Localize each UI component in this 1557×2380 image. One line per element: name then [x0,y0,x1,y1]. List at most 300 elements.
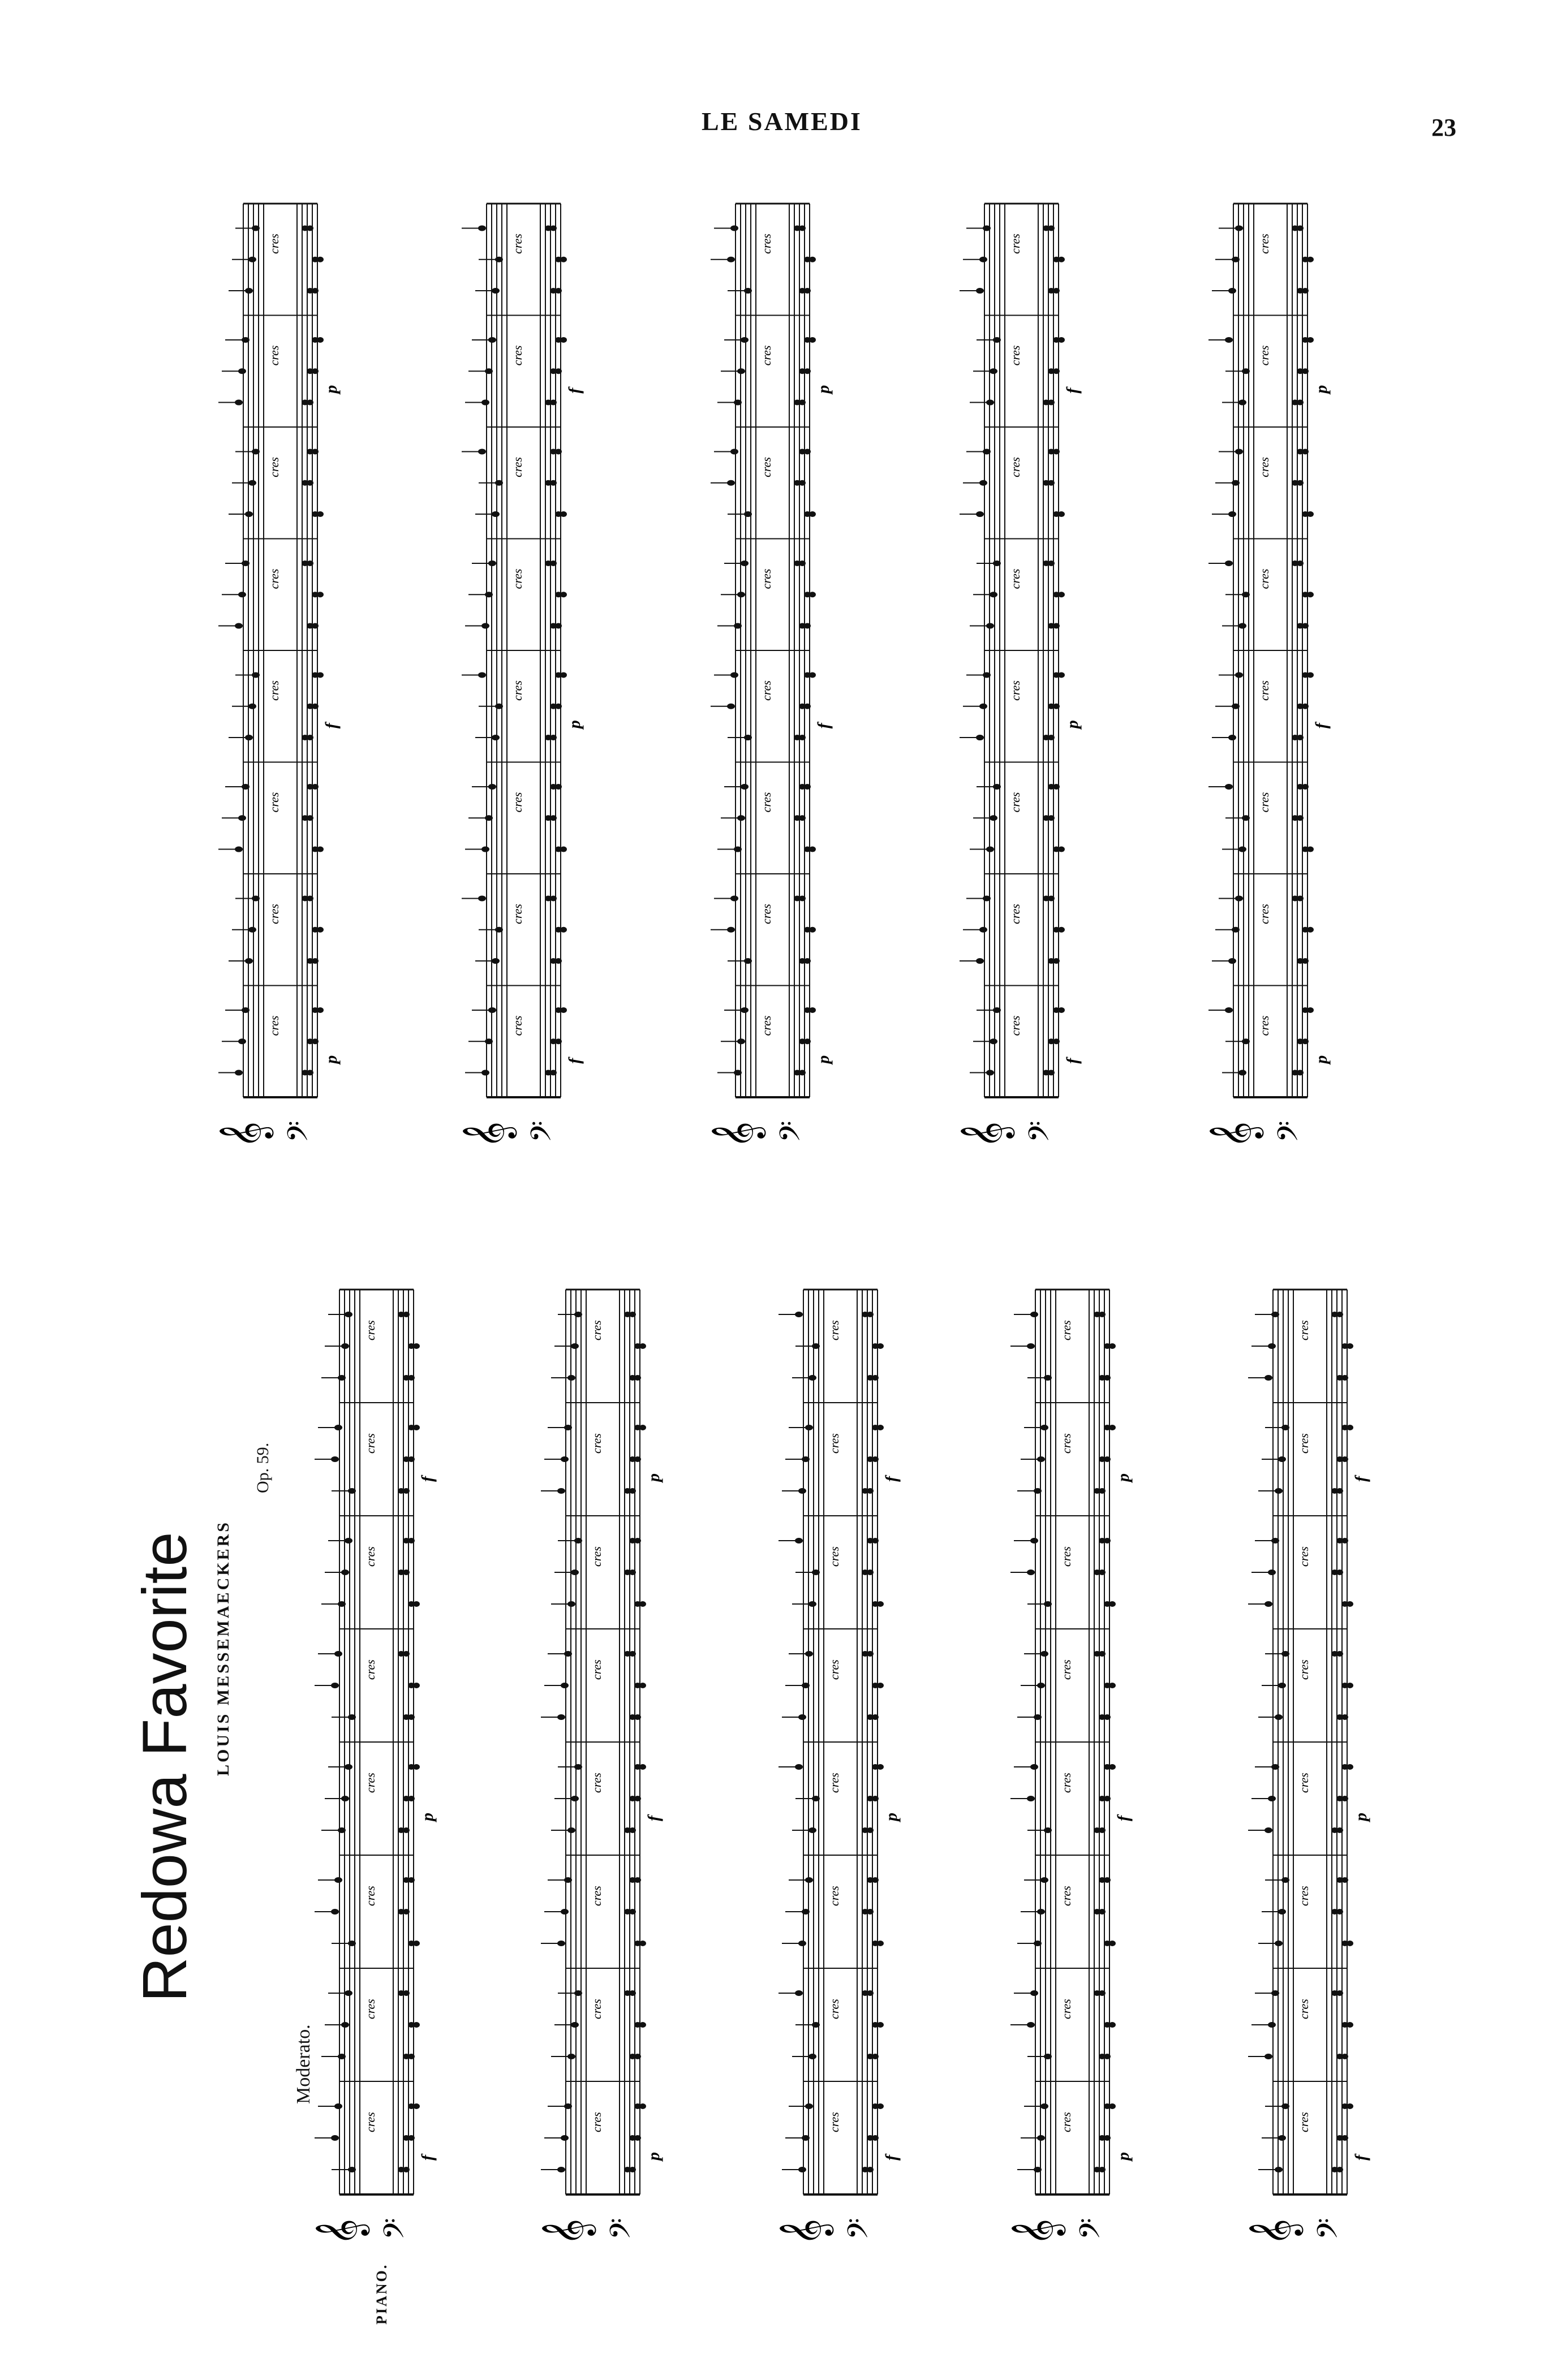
bass-chord-note [555,449,562,454]
pedal-marking: cres [1257,680,1271,701]
bass-chord-note [1109,1764,1116,1770]
bass-chord-note [307,815,313,821]
bass-chord-note [1053,958,1060,964]
bass-clef: 𝄢 [604,2218,644,2240]
dynamic-marking: f [1063,1058,1082,1064]
tempo-marking: Moderato. [293,2024,314,2104]
pedal-marking: cres [1008,568,1022,589]
bass-chord-note [1099,2167,1106,2172]
bass-chord-note [629,2167,636,2172]
bass-chord-note [408,1456,415,1462]
pedal-marking: cres [827,1433,841,1454]
pedal-marking: cres [827,2112,841,2132]
pedal-marking: cres [510,792,524,813]
bass-chord-note [312,1038,319,1044]
bass-chord-note [1099,1827,1106,1833]
bass-chord-note [809,847,816,852]
dynamic-marking: f [1063,387,1082,394]
bass-chord-note [872,1375,879,1381]
bass-chord-note [1341,1375,1348,1381]
bass-chord-note [799,1070,806,1076]
bass-chord-note [639,2022,646,2028]
bass-chord-note [1099,1570,1106,1575]
pedal-marking: cres [1008,345,1022,366]
bass-chord-note [799,735,806,740]
pedal-marking: cres [363,1659,377,1680]
bass-chord-note [550,560,557,566]
pedal-marking: cres [510,680,524,701]
treble-clef: 𝄞 [1248,2218,1301,2245]
bass-chord-note [312,958,319,964]
bass-chord-note [867,1827,874,1833]
bass-chord-note [872,1456,879,1462]
bass-chord-note [1347,1764,1353,1770]
pedal-marking: cres [827,1546,841,1567]
dynamic-marking: p [1312,1055,1331,1064]
treble-clef: 𝄞 [541,2218,593,2245]
bass-chord-note [877,1601,884,1607]
dynamic-marking: p [1114,1473,1133,1482]
bass-chord-note [1297,815,1304,821]
bass-chord-note [1104,2054,1111,2059]
bass-chord-note [877,2022,884,2028]
bass-chord-note [560,672,567,678]
bass-chord-note [1104,1538,1111,1543]
bass-chord-note [1053,704,1060,709]
bass-chord-note [408,2135,415,2141]
bass-chord-note [413,2103,420,2109]
bass-chord-note [1297,400,1304,406]
pedal-marking: cres [363,1886,377,1906]
pedal-marking: cres [827,1320,841,1340]
dynamic-marking: f [418,2155,437,2161]
bass-chord-note [550,735,557,740]
dynamic-marking: f [322,723,341,729]
bass-chord-note [560,1007,567,1013]
bass-chord-note [1048,895,1055,901]
bass-chord-note [1307,257,1314,262]
bass-chord-note [1104,1456,1111,1462]
bass-chord-note [1336,1651,1343,1657]
bass-chord-note [1109,1343,1116,1349]
bass-chord-note [629,1312,636,1317]
bass-chord-note [307,225,313,231]
bass-chord-note [555,784,562,790]
dynamic-marking: f [1352,2155,1370,2161]
bass-chord-note [639,1601,646,1607]
bass-chord-note [1347,1683,1353,1688]
pedal-marking: cres [590,1773,604,1793]
bass-chord-note [1297,480,1304,486]
pedal-marking: cres [1008,904,1022,924]
bass-chord-note [1347,1425,1353,1430]
dynamic-marking: p [814,1055,833,1064]
dynamic-marking: f [565,1058,584,1064]
dynamic-marking: f [1114,1816,1133,1821]
bass-chord-note [804,958,811,964]
pedal-marking: cres [827,1659,841,1680]
bass-chord-note [1053,1038,1060,1044]
composer-name: LOUIS MESSEMAECKERS [214,1520,233,1776]
bass-chord-note [403,1570,410,1575]
instrument-label: PIANO. [373,2263,390,2325]
pedal-marking: cres [759,457,773,477]
pedal-marking: cres [1257,457,1271,477]
bass-chord-note [1347,2022,1353,2028]
bass-chord-note [799,815,806,821]
pedal-marking: cres [590,1546,604,1567]
bass-chord-note [312,623,319,629]
pedal-marking: cres [1059,1773,1073,1793]
bass-chord-note [1302,784,1309,790]
bass-chord-note [804,288,811,294]
bass-chord-note [634,1877,641,1883]
bass-chord-note [877,2103,884,2109]
pedal-marking: cres [267,680,281,701]
bass-chord-note [555,958,562,964]
bass-chord-note [1347,1601,1353,1607]
bass-chord-note [317,847,324,852]
dynamic-marking: p [1114,2152,1133,2161]
bass-chord-note [809,1007,816,1013]
pedal-marking: cres [590,1886,604,1906]
bass-chord-note [867,1312,874,1317]
bass-chord-note [555,288,562,294]
pedal-marking: cres [510,568,524,589]
pedal-marking: cres [267,457,281,477]
bass-chord-note [317,672,324,678]
bass-chord-note [1048,400,1055,406]
dynamic-marking: p [644,2152,663,2161]
bass-chord-note [1341,1796,1348,1801]
pedal-marking: cres [590,1320,604,1340]
opus-number: Op. 59. [253,1442,272,1493]
dynamic-marking: p [882,1813,901,1821]
bass-chord-note [1109,1683,1116,1688]
pedal-marking: cres [1297,1999,1311,2019]
bass-chord-note [634,1456,641,1462]
bass-chord-note [1347,1343,1353,1349]
bass-chord-note [867,1909,874,1915]
bass-chord-note [804,1038,811,1044]
bass-clef: 𝄢 [378,2218,418,2240]
bass-chord-note [550,225,557,231]
pedal-marking: cres [759,904,773,924]
bass-chord-note [1053,449,1060,454]
page-number: 23 [1431,114,1456,141]
bass-chord-note [1099,1990,1106,1996]
bass-chord-note [877,1343,884,1349]
pedal-marking: cres [510,1015,524,1036]
pedal-marking: cres [1257,234,1271,254]
bass-chord-note [413,1601,420,1607]
pedal-marking: cres [1059,1320,1073,1340]
bass-chord-note [629,1651,636,1657]
bass-chord-note [639,1941,646,1946]
bass-chord-note [1048,225,1055,231]
bass-chord-note [1336,1312,1343,1317]
pedal-marking: cres [267,792,281,813]
bass-chord-note [1336,1909,1343,1915]
pedal-marking: cres [510,234,524,254]
pedal-marking: cres [759,680,773,701]
bass-chord-note [403,1990,410,1996]
bass-chord-note [413,1764,420,1770]
bass-chord-note [1048,480,1055,486]
bass-chord-note [550,400,557,406]
bass-chord-note [872,2054,879,2059]
pedal-marking: cres [363,1433,377,1454]
treble-clef: 𝄞 [462,1121,514,1148]
dynamic-marking: f [644,1816,663,1821]
bass-chord-note [307,400,313,406]
dynamic-marking: p [644,1473,663,1482]
bass-chord-note [1053,368,1060,374]
bass-chord-note [877,1425,884,1430]
bass-chord-note [550,815,557,821]
bass-chord-note [408,1796,415,1801]
treble-clef: 𝄞 [1010,2218,1063,2245]
bass-chord-note [317,1007,324,1013]
treble-clef: 𝄞 [218,1121,271,1148]
bass-chord-note [872,1877,879,1883]
pedal-marking: cres [510,457,524,477]
pedal-marking: cres [759,792,773,813]
bass-chord-note [867,1570,874,1575]
bass-chord-note [799,560,806,566]
bass-chord-note [1109,2103,1116,2109]
bass-chord-note [1336,1827,1343,1833]
dynamic-marking: f [814,723,833,729]
pedal-marking: cres [827,1773,841,1793]
bass-chord-note [413,2022,420,2028]
bass-chord-note [804,784,811,790]
pedal-marking: cres [1008,680,1022,701]
bass-chord-note [1297,1070,1304,1076]
bass-chord-note [1058,847,1065,852]
bass-chord-note [634,1714,641,1720]
bass-chord-note [809,337,816,343]
dynamic-marking: p [322,385,341,394]
bass-chord-note [403,1909,410,1915]
pedal-marking: cres [1297,2112,1311,2132]
bass-chord-note [804,368,811,374]
bass-chord-note [1347,2103,1353,2109]
bass-chord-note [809,511,816,517]
bass-chord-note [639,1425,646,1430]
bass-chord-note [872,2135,879,2141]
bass-chord-note [1053,623,1060,629]
pedal-marking: cres [510,345,524,366]
bass-chord-note [634,1538,641,1543]
bass-chord-note [1109,1601,1116,1607]
bass-chord-note [1104,2135,1111,2141]
bass-chord-note [799,400,806,406]
pedal-marking: cres [1059,1886,1073,1906]
pedal-marking: cres [267,1015,281,1036]
bass-chord-note [799,895,806,901]
bass-chord-note [307,480,313,486]
pedal-marking: cres [1008,1015,1022,1036]
bass-chord-note [312,784,319,790]
bass-chord-note [555,623,562,629]
bass-chord-note [1058,337,1065,343]
bass-chord-note [1109,2022,1116,2028]
bass-chord-note [560,592,567,597]
pedal-marking: cres [1257,568,1271,589]
bass-chord-note [307,560,313,566]
bass-chord-note [1104,1375,1111,1381]
pedal-marking: cres [1008,234,1022,254]
bass-chord-note [1099,1651,1106,1657]
pedal-marking: cres [267,345,281,366]
bass-chord-note [1336,1488,1343,1494]
bass-chord-note [1109,1425,1116,1430]
bass-chord-note [809,592,816,597]
dynamic-marking: p [814,385,833,394]
bass-chord-note [1058,257,1065,262]
page-header-title: LE SAMEDI [702,107,862,136]
pedal-marking: cres [1257,345,1271,366]
bass-chord-note [799,225,806,231]
bass-chord-note [1053,784,1060,790]
pedal-marking: cres [1297,1546,1311,1567]
pedal-marking: cres [363,1773,377,1793]
treble-clef: 𝄞 [1208,1121,1261,1148]
bass-chord-note [408,2054,415,2059]
bass-chord-note [307,735,313,740]
dynamic-marking: f [1352,1476,1370,1482]
bass-chord-note [1099,1312,1106,1317]
bass-chord-note [560,927,567,933]
pedal-marking: cres [1008,457,1022,477]
pedal-marking: cres [267,904,281,924]
bass-chord-note [408,1375,415,1381]
pedal-marking: cres [1059,1659,1073,1680]
bass-clef: 𝄢 [774,1120,814,1142]
piece-title: Redowa Favorite [130,1532,200,2002]
bass-chord-note [1347,1941,1353,1946]
pedal-marking: cres [1297,1659,1311,1680]
bass-chord-note [639,1343,646,1349]
bass-chord-note [877,1683,884,1688]
bass-clef: 𝄢 [1074,2218,1113,2240]
bass-chord-note [550,895,557,901]
bass-chord-note [629,1570,636,1575]
bass-chord-note [804,449,811,454]
pedal-marking: cres [827,1886,841,1906]
bass-chord-note [867,1488,874,1494]
pedal-marking: cres [827,1999,841,2019]
bass-chord-note [1336,2167,1343,2172]
bass-chord-note [1297,225,1304,231]
bass-chord-note [317,511,324,517]
bass-chord-note [408,1538,415,1543]
pedal-marking: cres [759,1015,773,1036]
pedal-marking: cres [759,568,773,589]
pedal-marking: cres [590,2112,604,2132]
pedal-marking: cres [759,345,773,366]
pedal-marking: cres [1059,1546,1073,1567]
bass-chord-note [1307,1007,1314,1013]
dynamic-marking: f [565,387,584,394]
bass-chord-note [560,337,567,343]
pedal-marking: cres [1297,1320,1311,1340]
bass-chord-note [1307,511,1314,517]
bass-chord-note [809,257,816,262]
bass-chord-note [877,1941,884,1946]
bass-chord-note [804,623,811,629]
pedal-marking: cres [1257,1015,1271,1036]
pedal-marking: cres [1008,792,1022,813]
bass-chord-note [1109,1941,1116,1946]
pedal-marking: cres [267,234,281,254]
bass-chord-note [1058,592,1065,597]
pedal-marking: cres [1059,1433,1073,1454]
bass-chord-note [550,480,557,486]
bass-chord-note [1341,2135,1348,2141]
bass-chord-note [809,927,816,933]
bass-chord-note [1302,704,1309,709]
pedal-marking: cres [759,234,773,254]
bass-chord-note [634,1796,641,1801]
dynamic-marking: f [1312,723,1331,729]
bass-chord-note [403,2167,410,2172]
bass-chord-note [317,337,324,343]
pedal-marking: cres [1297,1433,1311,1454]
bass-chord-note [1297,735,1304,740]
bass-chord-note [629,1909,636,1915]
bass-chord-note [555,368,562,374]
bass-chord-note [1302,288,1309,294]
bass-chord-note [403,1312,410,1317]
pedal-marking: cres [590,1999,604,2019]
bass-chord-note [867,1990,874,1996]
bass-chord-note [408,1714,415,1720]
dynamic-marking: f [418,1476,437,1482]
bass-chord-note [639,1683,646,1688]
bass-chord-note [867,2167,874,2172]
bass-chord-note [1341,2054,1348,2059]
bass-chord-note [1104,1796,1111,1801]
bass-chord-note [1297,560,1304,566]
dynamic-marking: p [1312,385,1331,394]
pedal-marking: cres [363,1546,377,1567]
treble-clef: 𝄞 [960,1121,1012,1148]
bass-chord-note [1302,623,1309,629]
bass-chord-note [550,1070,557,1076]
pedal-marking: cres [1297,1773,1311,1793]
bass-chord-note [629,1488,636,1494]
bass-chord-note [1053,288,1060,294]
bass-chord-note [1307,592,1314,597]
bass-chord-note [1302,449,1309,454]
pedal-marking: cres [1059,1999,1073,2019]
bass-chord-note [560,847,567,852]
bass-chord-note [560,257,567,262]
bass-chord-note [1048,560,1055,566]
bass-chord-note [1099,1909,1106,1915]
dynamic-marking: p [418,1813,437,1821]
bass-chord-note [413,1683,420,1688]
bass-chord-note [1341,1877,1348,1883]
bass-chord-note [317,927,324,933]
bass-chord-note [1341,1538,1348,1543]
bass-chord-note [312,704,319,709]
bass-chord-note [799,480,806,486]
bass-chord-note [403,1827,410,1833]
pedal-marking: cres [1059,2112,1073,2132]
